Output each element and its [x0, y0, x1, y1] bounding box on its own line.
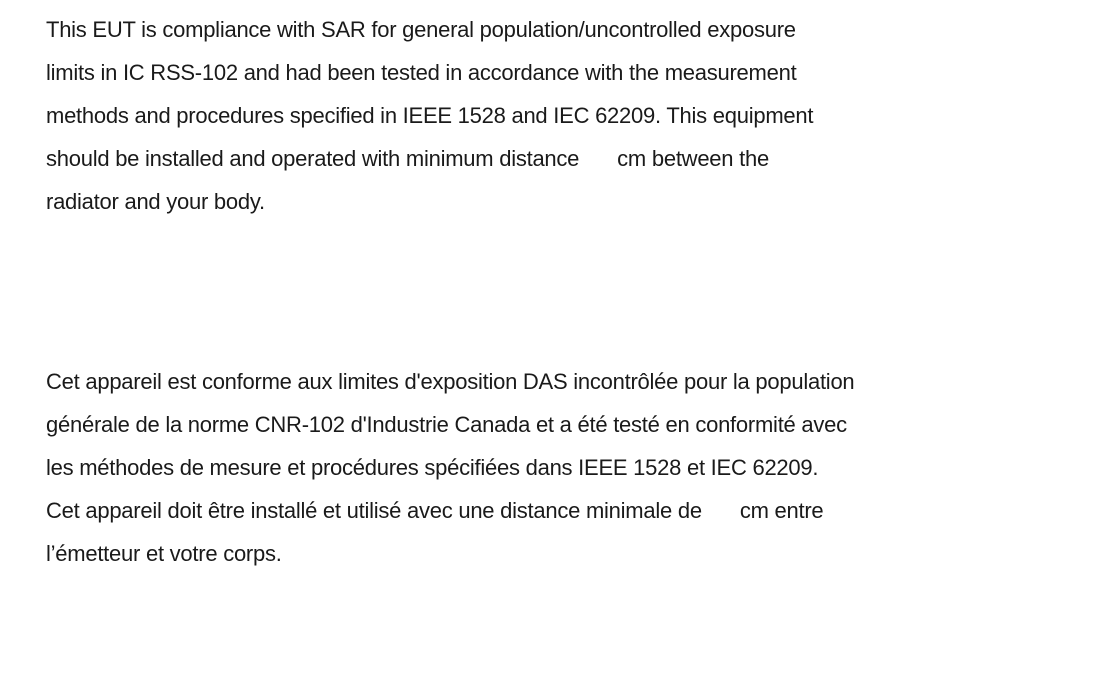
- english-line-1: This EUT is compliance with SAR for general population/uncontrolled exposure: [46, 17, 796, 42]
- french-line-4: [46, 489, 1086, 532]
- english-line-2: limits in IC RSS-102 and had been tested in accordance with the measurement: [46, 60, 797, 85]
- english-line-3: methods and procedures specified in IEEE 1528 and IEC 62209. This equipment: [46, 103, 814, 128]
- english-line-5: radiator and your body.: [46, 189, 265, 214]
- french-distance-text-before: Cet appareil doit être installé et utilisé avec une distance minimale de: [46, 498, 702, 523]
- french-line-5: l’émetteur et votre corps.: [46, 541, 282, 566]
- english-line-4: [46, 137, 1086, 180]
- french-sar-notice: [46, 360, 1086, 575]
- french-line-3: les méthodes de mesure et procédures spécifiées dans IEEE 1528 et IEC 62209.: [46, 455, 819, 480]
- english-distance-text-after: cm between the: [617, 146, 769, 171]
- french-line-2: générale de la norme CNR-102 d'Industrie Canada et a été testé en conformité avec: [46, 412, 847, 437]
- english-sar-notice: [46, 8, 1086, 223]
- french-distance-text-after: cm entre: [739, 498, 824, 523]
- english-distance-text-before: should be installed and operated with minimum distance: [46, 146, 580, 171]
- french-line-1: Cet appareil est conforme aux limites d'exposition DAS incontrôlée pour la population: [46, 369, 855, 394]
